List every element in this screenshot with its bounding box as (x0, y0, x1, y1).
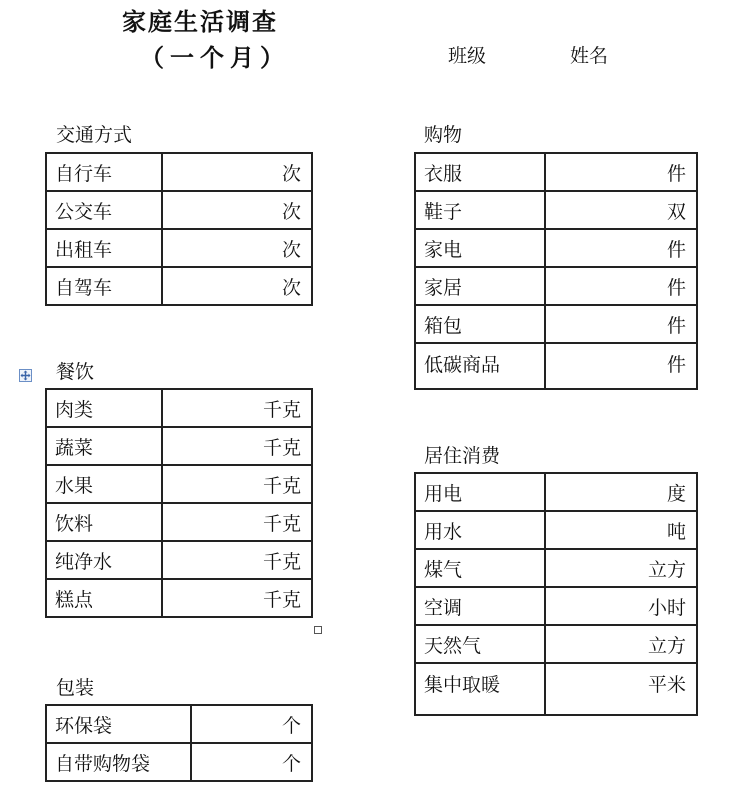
table-row (46, 153, 312, 191)
unit-cell[interactable]: 个 (191, 743, 312, 781)
item-cell[interactable]: 集中取暖 (415, 663, 545, 715)
page-subtitle: （一个月） (140, 44, 290, 72)
table-row (46, 267, 312, 305)
item-cell[interactable]: 自带购物袋 (46, 743, 191, 781)
unit-cell[interactable]: 双 (545, 191, 697, 229)
table-row (415, 549, 697, 587)
item-cell[interactable]: 自驾车 (46, 267, 162, 305)
unit-cell[interactable]: 千克 (162, 389, 312, 427)
table-row (46, 389, 312, 427)
table-row (46, 229, 312, 267)
packaging-table (45, 704, 313, 782)
table-resize-handle[interactable] (314, 626, 322, 634)
table-row (415, 587, 697, 625)
item-cell[interactable]: 纯净水 (46, 541, 162, 579)
unit-cell[interactable]: 千克 (162, 503, 312, 541)
table-row (46, 191, 312, 229)
item-cell[interactable]: 煤气 (415, 549, 545, 587)
table-row (46, 743, 312, 781)
table-row (415, 663, 697, 715)
unit-cell[interactable]: 件 (545, 267, 697, 305)
table-row (46, 503, 312, 541)
unit-cell[interactable]: 千克 (162, 579, 312, 617)
table-row (46, 427, 312, 465)
item-cell[interactable]: 家电 (415, 229, 545, 267)
table-row (46, 465, 312, 503)
unit-cell[interactable]: 吨 (545, 511, 697, 549)
item-cell[interactable]: 水果 (46, 465, 162, 503)
item-cell[interactable]: 用水 (415, 511, 545, 549)
unit-cell[interactable]: 次 (162, 229, 312, 267)
class-label: 班级 (448, 45, 487, 67)
item-cell[interactable]: 低碳商品 (415, 343, 545, 389)
section-label-shopping: 购物 (424, 124, 463, 146)
section-label-transport: 交通方式 (56, 124, 133, 146)
dining-table (45, 388, 313, 618)
move-icon (20, 370, 31, 381)
item-cell[interactable]: 蔬菜 (46, 427, 162, 465)
table-row (415, 625, 697, 663)
page-title: 家庭生活调查 (122, 8, 278, 36)
table-row (46, 705, 312, 743)
item-cell[interactable]: 用电 (415, 473, 545, 511)
unit-cell[interactable]: 度 (545, 473, 697, 511)
housing-table (414, 472, 698, 716)
unit-cell[interactable]: 立方 (545, 549, 697, 587)
unit-cell[interactable]: 次 (162, 153, 312, 191)
unit-cell[interactable]: 立方 (545, 625, 697, 663)
unit-cell[interactable]: 次 (162, 267, 312, 305)
table-row (415, 473, 697, 511)
item-cell[interactable]: 环保袋 (46, 705, 191, 743)
table-row (415, 267, 697, 305)
section-label-housing: 居住消费 (424, 445, 501, 467)
unit-cell[interactable]: 平米 (545, 663, 697, 715)
unit-cell[interactable]: 件 (545, 343, 697, 389)
table-row (415, 229, 697, 267)
unit-cell[interactable]: 千克 (162, 541, 312, 579)
unit-cell[interactable]: 件 (545, 229, 697, 267)
table-row (415, 153, 697, 191)
unit-cell[interactable]: 次 (162, 191, 312, 229)
table-row (415, 305, 697, 343)
item-cell[interactable]: 空调 (415, 587, 545, 625)
item-cell[interactable]: 饮料 (46, 503, 162, 541)
table-move-handle[interactable] (19, 369, 32, 382)
item-cell[interactable]: 衣服 (415, 153, 545, 191)
section-label-packaging: 包装 (56, 677, 95, 699)
item-cell[interactable]: 自行车 (46, 153, 162, 191)
unit-cell[interactable]: 小时 (545, 587, 697, 625)
unit-cell[interactable]: 个 (191, 705, 312, 743)
name-label: 姓名 (570, 45, 609, 67)
item-cell[interactable]: 天然气 (415, 625, 545, 663)
table-row (415, 343, 697, 389)
shopping-table (414, 152, 698, 390)
table-row (46, 579, 312, 617)
unit-cell[interactable]: 千克 (162, 465, 312, 503)
unit-cell[interactable]: 件 (545, 153, 697, 191)
unit-cell[interactable]: 千克 (162, 427, 312, 465)
table-row (415, 191, 697, 229)
item-cell[interactable]: 公交车 (46, 191, 162, 229)
item-cell[interactable]: 箱包 (415, 305, 545, 343)
item-cell[interactable]: 家居 (415, 267, 545, 305)
unit-cell[interactable]: 件 (545, 305, 697, 343)
item-cell[interactable]: 鞋子 (415, 191, 545, 229)
table-row (46, 541, 312, 579)
item-cell[interactable]: 出租车 (46, 229, 162, 267)
table-row (415, 511, 697, 549)
item-cell[interactable]: 糕点 (46, 579, 162, 617)
transport-table (45, 152, 313, 306)
item-cell[interactable]: 肉类 (46, 389, 162, 427)
section-label-dining: 餐饮 (56, 361, 95, 383)
